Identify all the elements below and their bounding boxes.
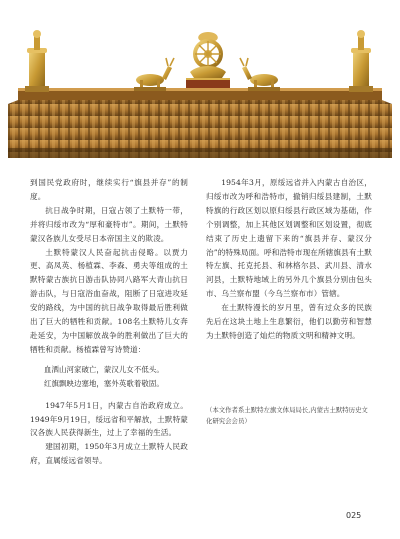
poem-quote [30, 363, 188, 391]
poem-line: 红旗飘映边塞地，塞外英歌着敬固。 [44, 378, 164, 388]
paragraph: 抗日战争时期，日寇占领了土默特一带，并将归绥市改为“厚和豪特市”。期间，土默特蒙汉各族儿女受尽日本帝国主义的欺凌。 [30, 205, 188, 243]
golden-deer-left [134, 58, 174, 91]
temple-roof-illustration [8, 8, 392, 158]
victory-banner-finial-left [25, 30, 49, 92]
golden-deer-right [240, 58, 280, 91]
paragraph: 建国初期，1950年3月成立土默特人民政府，直属绥远省领导。 [30, 442, 188, 466]
dharma-wheel-ornament [186, 32, 230, 88]
left-text-column [30, 176, 188, 468]
paragraph: 到国民党政府时，继续实行“旗县并存”的制度。 [30, 178, 188, 201]
paragraph: 在土默特漫长的岁月里，曾有过众多的民族先后在这块土地上生息繁衍，他们以勤劳和智慧为土默特创造了灿烂的物质文明和精神文明。 [206, 303, 372, 340]
paragraph: 土默特蒙汉人民奋起抗击侵略。以贾力更、高凤英、杨植霖、李森、勇夫等组成的土默特蒙古族抗日游击队协同八路军大青山抗日游击队，与日寇浴血奋战，阻断了日寇进攻延安的路线，为中国的抗日战争取得最后胜利做出了巨大的牺牲和贡献。108名土默特儿女奔赴延安，为中国解放战争的胜利做出了巨大的牺牲和贡献。杨植霖曾写诗赞道： [30, 247, 188, 354]
author-footnote: （本文作者系土默特左旗文体局局长,内蒙古土默特历史文化研究会会员） [206, 406, 368, 425]
right-text-column [206, 176, 372, 343]
victory-banner-finial-right [349, 30, 373, 92]
poem-line: 血洒山河家破亡，蒙汉儿女不低头。 [44, 364, 164, 374]
paragraph: 1947年5月1日，内蒙古自治政府成立。1949年9月19日，绥远省和平解放，土默特蒙汉各族人民获得新生，过上了幸福的生活。 [30, 400, 188, 438]
paragraph: 1954年3月，原绥远省并入内蒙古自治区，归绥市改为呼和浩特市，撤销归绥县建制，土默特旗的行政区划以原归绥县行政区域为基础，作个别调整，加上其他区划调整和区划设置，彻底结束了历史上遗留下来的“旗县并存、蒙汉分治”的特殊局面。呼和浩特市现在所辖旗县有土默特左旗、托克托县、和林格尔县、武川县、清水河县，土默特地域上的另外几个旗县分别由包头市、乌兰察布盟（今乌兰察布市）管辖。 [206, 178, 372, 299]
temple-roof-photo [8, 8, 392, 158]
page-number: 025 [346, 511, 362, 520]
